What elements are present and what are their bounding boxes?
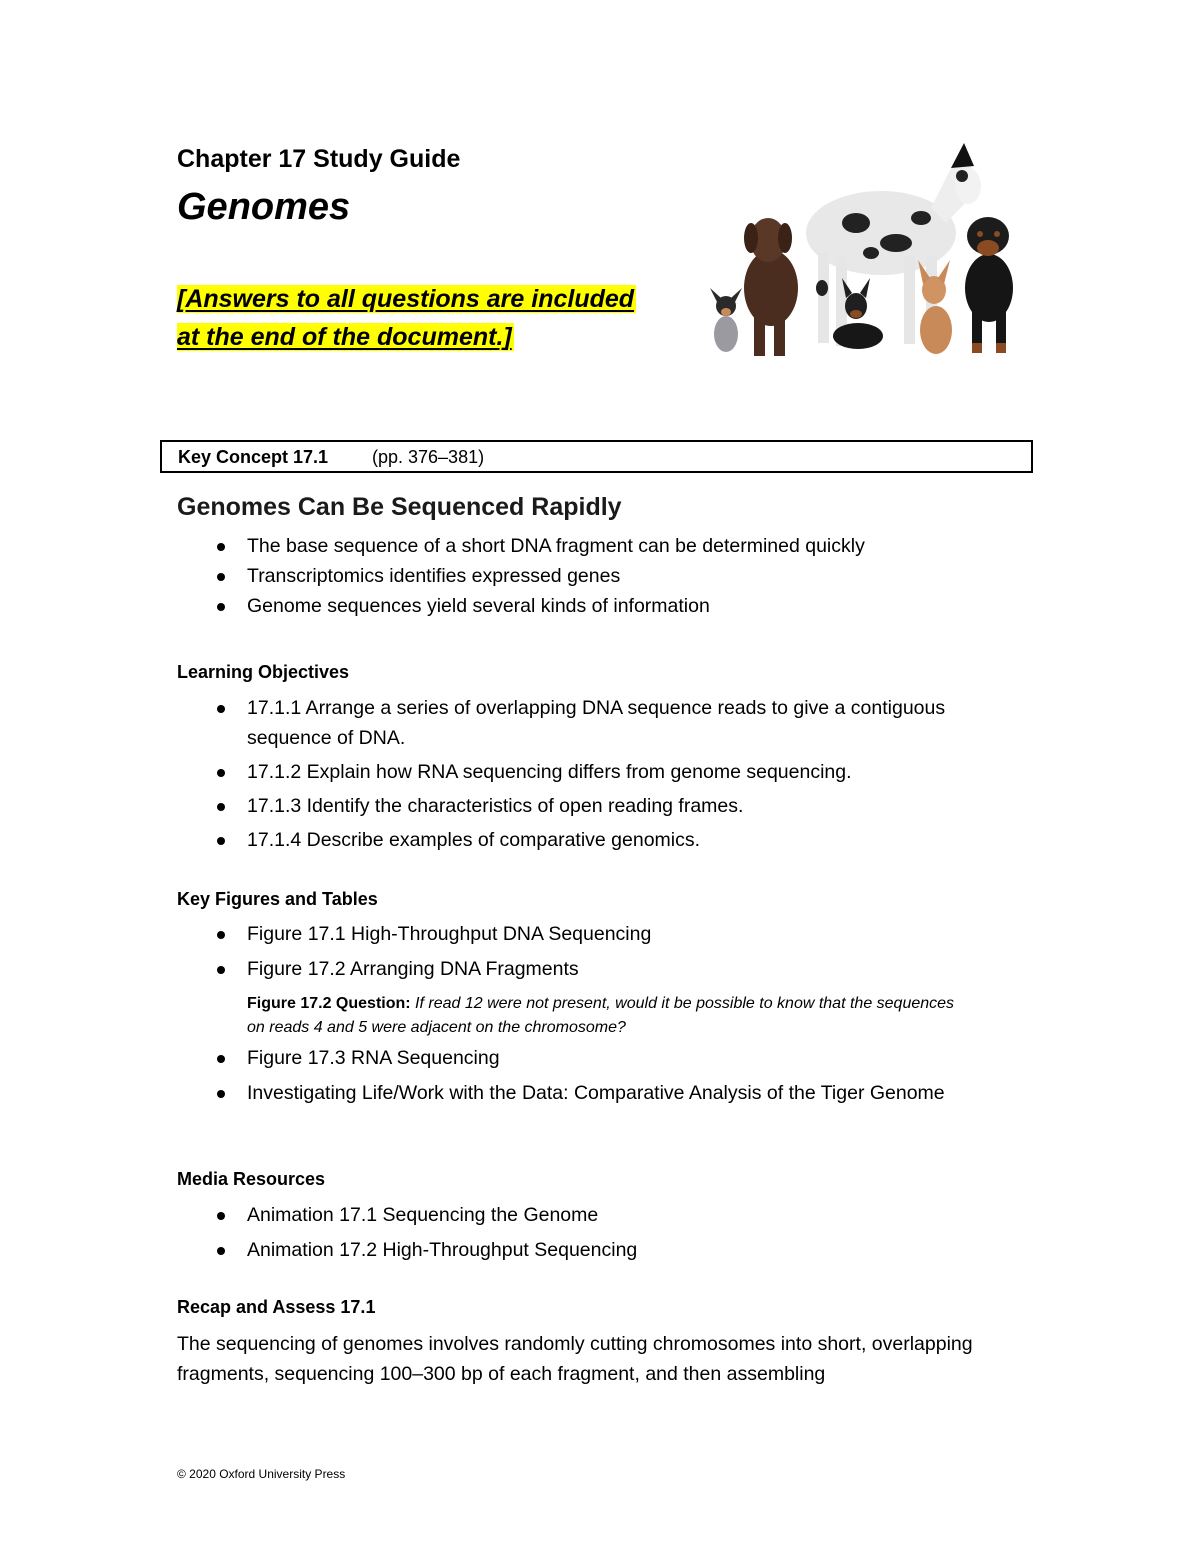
concept-list — [177, 531, 1037, 621]
key-concept-box — [160, 440, 1033, 473]
bullet-icon — [217, 705, 225, 713]
page-title: Genomes — [177, 186, 351, 228]
bullet-icon — [217, 1247, 225, 1255]
answers-note-line1: [Answers to all questions are included — [177, 285, 635, 313]
media-resources-heading: Media Resources — [177, 1169, 326, 1189]
bullet-icon — [217, 543, 225, 551]
rottweiler-figure — [965, 217, 1013, 353]
copyright-footer: © 2020 Oxford University Press — [177, 1467, 346, 1481]
list-item: Animation 17.1 Sequencing the Genome — [177, 1200, 1037, 1230]
recap-heading: Recap and Assess 17.1 — [177, 1297, 376, 1317]
bullet-icon — [217, 603, 225, 611]
chapter-label: Chapter 17 Study Guide — [177, 145, 461, 173]
list-item: Figure 17.1 High-Throughput DNA Sequencing — [177, 919, 1037, 949]
dogs-illustration — [706, 138, 1036, 366]
list-item: The base sequence of a short DNA fragment can be determined quickly — [177, 531, 1037, 561]
bullet-icon — [217, 573, 225, 581]
bullet-icon — [217, 837, 225, 845]
key-figures-list — [177, 919, 1037, 984]
recap-text: The sequencing of genomes involves randomly cutting chromosomes into short, overlapping fragments, sequencing 100–300 bp of each fragment, and then assembling — [177, 1333, 973, 1385]
list-item: 17.1.3 Identify the characteristics of open reading frames. — [177, 791, 1037, 821]
list-item: Figure 17.2 Arranging DNA Fragments — [177, 954, 1037, 984]
key-concept-pages: (pp. 376–381) — [372, 447, 485, 467]
bullet-icon — [217, 1055, 225, 1063]
bullet-icon — [217, 769, 225, 777]
figure-question-label: Figure 17.2 Question: — [247, 995, 411, 1012]
key-figures-list-continued — [177, 1043, 1037, 1108]
labrador-figure — [744, 218, 798, 356]
media-resources-list — [177, 1200, 1037, 1265]
chihuahua-figure — [710, 288, 742, 352]
learning-objectives-heading: Learning Objectives — [177, 662, 350, 682]
list-item: Animation 17.2 High-Throughput Sequencing — [177, 1235, 1037, 1265]
list-item: Investigating Life/Work with the Data: Comparative Analysis of the Tiger Genome — [177, 1078, 1037, 1108]
list-item: 17.1.4 Describe examples of comparative genomics. — [177, 825, 1037, 855]
figure-question — [177, 992, 967, 1040]
figure-question-text: If read 12 were not present, would it be possible to know that the sequences on reads 4 and 5 were adjacent on the chromosome? — [247, 995, 955, 1036]
list-item: 17.1.1 Arrange a series of overlapping DNA sequence reads to give a contiguous sequence of DNA. — [177, 693, 1037, 753]
section-heading: Genomes Can Be Sequenced Rapidly — [177, 493, 622, 521]
list-item: Genome sequences yield several kinds of information — [177, 591, 1037, 621]
answers-note — [177, 280, 636, 356]
great-dane-figure — [806, 143, 981, 346]
key-concept-label: Key Concept 17.1 — [178, 447, 329, 467]
bullet-icon — [217, 931, 225, 939]
learning-objectives-list — [177, 693, 1037, 855]
answers-note-line2: at the end of the document.] — [177, 323, 512, 351]
key-figures-heading: Key Figures and Tables — [177, 889, 378, 909]
bullet-icon — [217, 966, 225, 974]
bullet-icon — [217, 1090, 225, 1098]
bullet-icon — [217, 803, 225, 811]
list-item: Transcriptomics identifies expressed genes — [177, 561, 1037, 591]
bullet-icon — [217, 1212, 225, 1220]
list-item: 17.1.2 Explain how RNA sequencing differs from genome sequencing. — [177, 757, 1037, 787]
list-item: Figure 17.3 RNA Sequencing — [177, 1043, 1037, 1073]
